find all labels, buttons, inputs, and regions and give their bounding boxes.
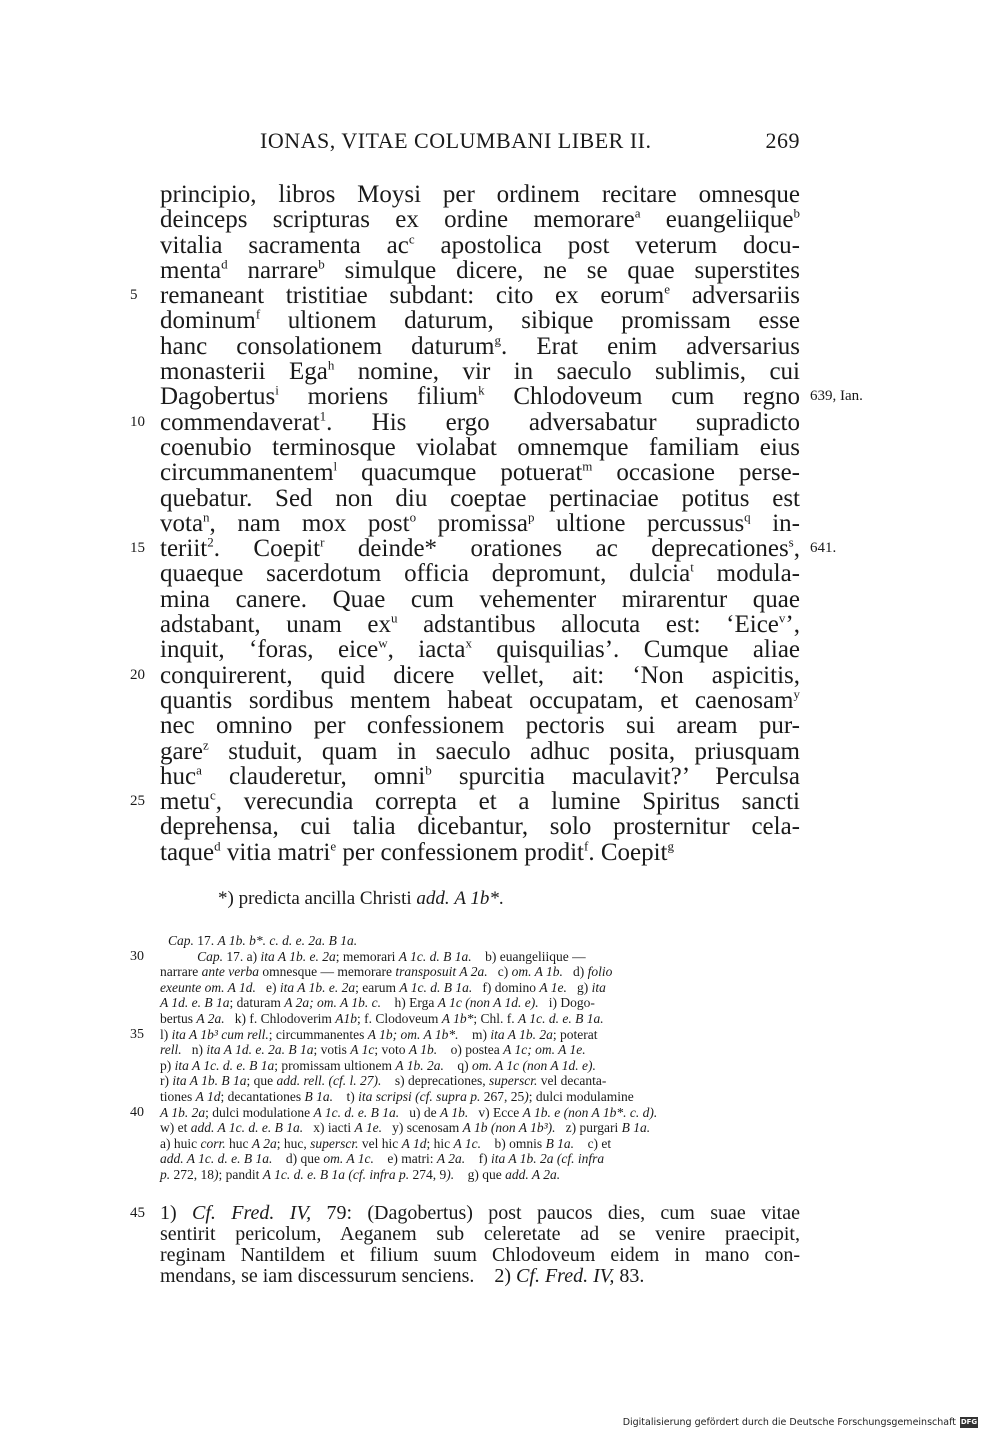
apparatus-line [160,1089,800,1105]
line-text: gare$^z$ studuit, quam in saeculo adhuc posita, priusquam [160,737,800,765]
text-line [130,408,800,436]
apparatus-line [160,1167,800,1183]
text-line [160,359,800,384]
text-line [160,587,800,612]
dfg-logo: DFG [960,1418,978,1426]
line-text: p) ita A 1c. d. e. B 1a; promissam ultionem A 1b. 2a. q) om. A 1c (non A 1d. e). [160,1057,596,1073]
line-number: 15 [130,540,145,557]
line-text: deprehensa, cui talia dicebantur, solo prosternitur cela- [160,813,800,841]
apparatus-line [130,1026,800,1043]
apparatus-line [130,948,800,965]
line-text: quaeque sacerdotum officia depromunt, dulcia$^t$ modula- [160,560,800,588]
text-line [130,787,800,816]
main-text-block [130,181,863,866]
text-line [160,460,800,485]
text-line [130,534,837,563]
text-line [160,561,800,586]
line-text: nec omnino per confessionem pectoris sui aream pur- [160,712,800,740]
line-text: w) et add. A 1c. d. e. B 1a. x) iacti A 1e. y) scenosam A 1b (non A 1b³). z) purgari B 1a. [160,1120,651,1136]
apparatus-header: Cap. 17. A 1b. b*. c. d. e. 2a. B 1a. [168,933,358,948]
line-text: conquirerent, quid dicere vellet, ait: ‘Non aspicitis, [160,661,800,689]
line-number: 45 [130,1205,145,1221]
line-text: teriit$^2$. Coepit$^r$ deinde* orationes ac deprecationes$^s$, [160,534,800,563]
line-number: 5 [130,287,138,304]
apparatus-line [160,1136,800,1152]
text-line [160,688,800,713]
text-line [160,308,800,333]
text-line [160,511,800,536]
line-number: 35 [130,1026,144,1042]
footnotes-block [130,1202,800,1287]
line-text: exeunte om. A 1d. e) ita A 1b. e. 2a; earum A 1c. d. B 1a. f) domino A 1e. g) ita [160,979,606,995]
text-line [160,713,800,738]
line-text: quantis sordibus mentem habeat occupatam, et caenosam$^y$ [160,686,800,714]
apparatus-line [160,1073,800,1089]
margin-date-note: 639, Ian. [810,388,863,405]
text-line [160,814,800,839]
line-text: vitalia sacramenta $ac^c$ apostolica post veterum docu- [160,231,800,259]
apparatus-line [160,964,800,980]
text-line [130,661,800,689]
line-text: metu$^c$, verecundia correpta et a lumine Spiritus sancti [160,787,800,816]
line-text: monasterii Ega$^h$ nomine, vir in saeculo sublimis, cui [160,357,801,386]
line-text: taque$^d$ vitia matri$^e$ per confessionem prodit$^f$. Coepit$^g$ [160,838,674,866]
footnote-line [130,1202,800,1224]
line-number: 25 [130,793,145,810]
text-line [160,233,800,258]
line-text: mina canere. Quae cum vehementer mirarentur quae [160,585,800,613]
apparatus-line [160,1058,800,1074]
text-line [160,207,800,232]
text-line [130,281,800,310]
footnote-line [160,1266,800,1287]
apparatus-line [160,980,800,996]
line-text: circummanentem$^l$ quacumque potuerat$^m$ occasione perse- [160,458,800,487]
text-line [160,486,800,511]
text-line [160,764,800,789]
line-text: adstabant, unam $ex^u$ adstantibus allocuta est: ‘Eice$^v$’, [160,610,800,639]
line-text: narrare ante verba omnesque — memorare transposuit A 2a. c) om. A 1b. d) folio [160,964,613,980]
apparatus-line [160,1042,800,1058]
apparatus-line [160,1011,800,1027]
apparatus-line [160,995,800,1011]
text-line [160,383,863,411]
line-text: rell. n) ita A 1d. e. 2a. B 1a; votis A 1c; voto A 1b. o) postea A 1c; om. A 1e. [160,1042,586,1058]
line-number: 10 [130,413,145,430]
text-line [160,840,800,865]
line-text: p. 272, 18); pandit A 1c. d. e. B 1a (cf. infra p. 274, 9). g) que add. A 2a. [160,1166,561,1182]
margin-date-note: 641. [810,540,837,557]
footnote-line [160,1245,800,1266]
page-number: 269 [765,128,800,153]
line-text: A 1b. 2a; dulci modulatione A 1c. d. e. B 1a. u) de A 1b. v) Ecce A 1b. e (non A 1b*. c. d). [160,1104,658,1120]
line-number: 30 [130,948,144,964]
apparatus-line [160,1151,800,1167]
line-text: quebatur. Sed non diu coeptae pertinaciae potitus est [160,484,800,512]
line-text: deinceps scripturas ex ordine memorare$^a$ euangeliique$^b$ [160,205,800,234]
apparatus-line [130,1104,800,1121]
line-text: hanc consolationem daturum$^g$. Erat enim adversarius [160,332,800,360]
critical-apparatus [130,933,800,1183]
digitization-footer [623,1417,978,1428]
line-text: l) ita A 1b³ cum rell.; circummanentes A 1b; om. A 1b*. m) ita A 1b. 2a; poterat [160,1026,598,1042]
line-text: bertus A 2a. k) f. Chlodoverim A1b; f. Clodoveum A 1b*; Chl. f. A 1c. d. e. B 1a. [160,1010,604,1026]
critical-note-star: *) predicta ancilla Christi add. A 1b*. [218,888,504,909]
line-text: reginam Nantildem et filium suum Chlodoveum eidem in mano con- [160,1244,800,1266]
line-text: inquit, ‘foras, eice$^w$, iacta$^x$ quisquilias’. Cumque aliae [160,636,801,664]
text-line [160,739,800,764]
text-line [160,334,800,359]
text-line [160,612,800,637]
line-number: 20 [130,666,145,683]
footnote-line [160,1224,800,1245]
line-text: Dagobertus$^i$ moriens filium$^k$ Chlodoveum cum regno [160,383,800,411]
line-text: menta$^d$ narrare$^b$ simulque dicere, ne se quae superstites [160,256,800,284]
line-text: remaneant tristitiae subdant: cito ex eorum$^e$ adversariis [160,281,800,310]
text-line [160,435,800,460]
line-text: add. A 1c. d. e. B 1a. d) que om. A 1c. e) matri: A 2a. f) ita A 1b. 2a (cf. infra [160,1151,605,1167]
line-text: 1) Cf. Fred. IV, 79: (Dagobertus) post paucos dies, cum suae vitae [160,1202,800,1224]
line-text: huc$^a$ clauderetur, omni$^b$ spurcitia maculavit?’ Perculsa [160,762,800,790]
line-text: tiones A 1d; decantationes B 1a. t) ita scripsi (cf. supra p. 267, 25); dulci modulamine [160,1088,634,1104]
text-line [160,637,800,662]
text-line [160,258,800,283]
line-text: dominum$^f$ ultionem daturum, sibique promissam esse [160,307,800,335]
line-text: a) huic corr. huc A 2a; huc, superscr. vel hic A 1d; hic A 1c. b) omnis B 1a. c) et [160,1135,612,1151]
line-text: Cap. 17. a) ita A 1b. e. 2a; memorari A 1c. d. B 1a. b) euangeliique — [197,948,586,964]
line-text: sentirit pericolum, Aeganem sub celeretate ad se venire praecipit, [160,1223,800,1245]
funding-credit: Digitalisierung gefördert durch die Deutsche Forschungsgemeinschaft [622,1417,956,1428]
line-text: mendans, se iam discessurum senciens. 2) Cf. Fred. IV, 83. [160,1265,645,1287]
line-text: commendaverat$^1$. His ergo adversabatur supradicto [160,408,800,436]
line-text: vota$^n$, nam mox post$^o$ promissa$^p$ ultione percussus$^q$ in- [160,509,800,537]
line-text: principio, libros Moysi per ordinem recitare omnesque [160,181,800,208]
apparatus-line [160,1120,800,1136]
text-line [160,182,800,207]
line-text: r) ita A 1b. B 1a; que add. rell. (cf. l. 27). s) deprecationes, superscr. vel decanta- [160,1073,607,1089]
line-text: A 1d. e. B 1a; daturam A 2a; om. A 1b. c. h) Erga A 1c (non A 1d. e). i) Dogo- [160,995,595,1011]
line-number: 40 [130,1104,144,1120]
running-title: IONAS, VITAE COLUMBANI LIBER II. [260,128,652,153]
line-text: coenubio terminosque violabat omnemque familiam eius [160,433,800,461]
